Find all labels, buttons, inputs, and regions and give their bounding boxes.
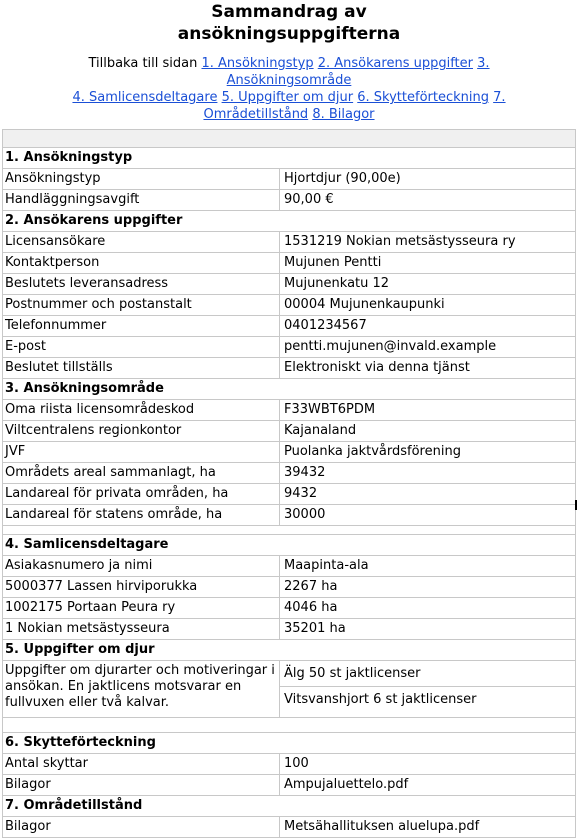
section-title-skytteforteckning: 6. Skytteförteckning [2,733,576,754]
row-label: Områdets areal sammanlagt, ha [2,463,280,483]
nav-link-samlicensdeltagare[interactable]: 4. Samlicensdeltagare [72,90,218,105]
nav-link-ansokningsomrade[interactable]: 3. Ansökningsområde [226,56,490,88]
nav-link-ansokarens-uppgifter[interactable]: 2. Ansökarens uppgifter [317,56,473,71]
section-spacer [2,718,576,733]
row-value: Mujunen Pentti [280,253,576,273]
table-row [2,505,576,526]
row-value: Puolanka jaktvårdsförening [280,442,576,462]
nav-link-omradetillstand[interactable]: 7. Områdetillstånd [203,90,506,122]
page-title-line2: ansökningsuppgifterna [177,24,401,44]
table-row [2,253,576,274]
section-title-omradetillstand: 7. Områdetillstånd [2,796,576,817]
row-label: Beslutet tillställs [2,358,280,378]
row-value: 1531219 Nokian metsästysseura ry [280,232,576,252]
table-row [2,421,576,442]
table-row [2,754,576,775]
row-label: Uppgifter om djurarter och motiveringar i ansökan. En jaktlicens motsvarar en fullvuxen eller två kalvar. [2,661,280,717]
nav-prefix: Tillbaka till sidan [88,56,198,71]
row-label: Ansökningstyp [2,169,280,189]
row-value: Elektroniskt via denna tjänst [280,358,576,378]
section-title-uppgifter-om-djur: 5. Uppgifter om djur [2,640,576,661]
row-label: Bilagor [2,817,280,837]
page-title-line1: Sammandrag av [211,2,367,22]
section-title-samlicensdeltagare: 4. Samlicensdeltagare [2,535,576,556]
section-title-ansokningsomrade: 3. Ansökningsområde [2,379,576,400]
table-header-row [2,556,576,577]
row-label: 1002175 Portaan Peura ry [2,598,280,618]
row-label: Oma riista licensområdeskod [2,400,280,420]
row-value: 0401234567 [280,316,576,336]
row-value: 2267 ha [280,577,576,597]
row-label: Telefonnummer [2,316,280,336]
table-row [2,598,576,619]
animal-value: Älg 50 st jaktlicenser [280,661,575,687]
row-value: 30000 [280,505,576,525]
row-label: Antal skyttar [2,754,280,774]
page-title [0,2,578,44]
table-row [2,442,576,463]
table-row [2,463,576,484]
row-value: F33WBT6PDM [280,400,576,420]
row-value: 39432 [280,463,576,483]
row-value: 9432 [280,484,576,504]
row-value: 4046 ha [280,598,576,618]
table-row [2,619,576,640]
row-value: 90,00 € [280,190,576,210]
animal-values [280,661,576,717]
table-row [2,817,576,838]
row-label: Viltcentralens regionkontor [2,421,280,441]
table-row [2,484,576,505]
table-header-bar [2,130,576,148]
table-row [2,232,576,253]
row-label: 5000377 Lassen hirviporukka [2,577,280,597]
section-title-ansokningstyp: 1. Ansökningstyp [2,148,576,169]
row-value: 35201 ha [280,619,576,639]
table-row [2,775,576,796]
summary-table [2,129,576,838]
animal-value: Vitsvanshjort 6 st jaktlicenser [284,692,477,707]
row-label: JVF [2,442,280,462]
table-row [2,661,576,718]
row-label: Licensansökare [2,232,280,252]
table-row [2,400,576,421]
row-value: Kajanaland [280,421,576,441]
row-value: Hjortdjur (90,00e) [280,169,576,189]
table-row [2,316,576,337]
row-label: Landareal för privata områden, ha [2,484,280,504]
nav-link-bilagor[interactable]: 8. Bilagor [312,107,375,122]
row-label: Handläggningsavgift [2,190,280,210]
section-title-ansokarens-uppgifter: 2. Ansökarens uppgifter [2,211,576,232]
row-label: Beslutets leveransadress [2,274,280,294]
column-header-name: Asiakasnumero ja nimi [2,556,280,576]
row-label: 1 Nokian metsästysseura [2,619,280,639]
row-label: E-post [2,337,280,357]
table-row [2,274,576,295]
nav-link-uppgifter-om-djur[interactable]: 5. Uppgifter om djur [221,90,354,105]
row-value: Metsähallituksen aluelupa.pdf [280,817,576,837]
table-row [2,577,576,598]
table-row [2,295,576,316]
section-spacer [2,526,576,535]
navigation-links [0,55,578,123]
row-value: Mujunenkatu 12 [280,274,576,294]
table-row [2,337,576,358]
column-header-area: Maapinta-ala [280,556,576,576]
table-row [2,190,576,211]
nav-link-skytteforteckning[interactable]: 6. Skytteförteckning [357,90,489,105]
row-label: Bilagor [2,775,280,795]
row-value: pentti.mujunen@invald.example [280,337,576,357]
row-label: Landareal för statens område, ha [2,505,280,525]
row-label: Postnummer och postanstalt [2,295,280,315]
scroll-marker [575,500,577,510]
row-label: Kontaktperson [2,253,280,273]
row-value: Ampujaluettelo.pdf [280,775,576,795]
table-row [2,358,576,379]
row-value: 100 [280,754,576,774]
nav-link-ansokningstyp[interactable]: 1. Ansökningstyp [201,56,314,71]
table-row [2,169,576,190]
row-value: 00004 Mujunenkaupunki [280,295,576,315]
